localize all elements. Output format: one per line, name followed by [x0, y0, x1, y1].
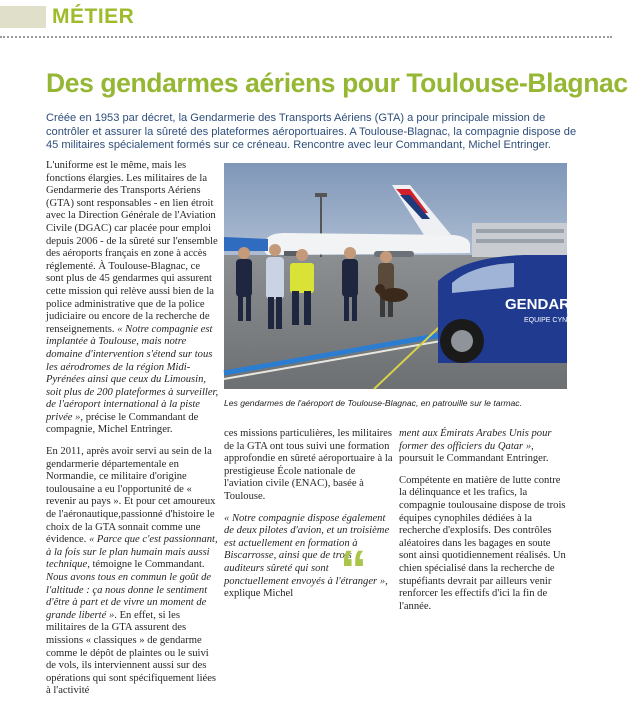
text-column-1: [46, 160, 220, 707]
paragraph: [46, 446, 220, 698]
paragraph: [224, 513, 394, 601]
section-label: MÉTIER: [52, 5, 135, 28]
paragraph-text: , poursuit le Commandant Entringer.: [399, 440, 549, 465]
text-column-2: [224, 428, 394, 610]
section-header-bar: [0, 6, 46, 28]
paragraph-text: , explique Michel: [224, 575, 388, 600]
section-header: [0, 0, 612, 36]
paragraph: ces missions particulières, les militaires de la GTA ont tous suivi une formation approfondie en sûreté aéroportuaire à la prestigieuse École nationale de l'aviation civile (ENAC), basée à Toulouse.: [224, 428, 393, 502]
paragraph: [46, 160, 220, 437]
article-title: Des gendarmes aériens pour Toulouse-Blagnac: [46, 68, 628, 98]
van-lettering: GENDARM: [505, 296, 583, 313]
quote-text: Nous avons tous en commun le goût de l'altitude : ça nous donne le sentiment d'être à part et de vivre un moment de grande liberté »: [46, 572, 212, 621]
paragraph-text: . En effet, si les militaires de la GTA assurent des missions « classiques » de gendarme comme le dépôt de plaintes ou le suivi de vols, ils interviennent aussi sur des opérations qui sont spécifiquement liées à l'activité: [46, 609, 217, 697]
paragraph: [399, 428, 569, 466]
article-lead: Créée en 1953 par décret, la Gendarmerie des Transports Aériens (GTA) a pour principale mission de contrôler et assurer la sûreté des plateformes aéroportuaires. A Toulouse-Blagnac, la compagnie dispose de 45 militaires spécialement formés sur ce créneau. Rencontre avec leur Commandant, Michel Entringer.: [46, 112, 577, 152]
text-column-3: [399, 428, 569, 622]
van-sub-lettering: EQUIPE CYNOP: [524, 317, 578, 324]
paragraph-text: , témoigne le Commandant.: [87, 559, 205, 571]
tarmac-photo-illustration: [224, 163, 583, 389]
dotted-divider: [0, 36, 612, 38]
quote-mark-icon: “: [340, 540, 367, 600]
quote-text: « Notre compagnie dispose également de deux pilotes d'avion, et un troisième est actuellement en formation à Biscarrosse, ainsi que de trois auditeurs sûreté qui sont ponctuellement envoyés à l'étranger »: [224, 512, 390, 587]
paragraph-text: L'uniforme est le même, mais les fonctions élargies. Les militaires de la Gendarmerie des Transports Aériens (GTA) sont responsables - en lien étroit avec la Direction Générale de l'Aviation Civile (DGAC) car placée pour emploi depuis 2006 - de la sûreté sur l'ensemble des aéroports français en zone à accès réglementé. À Toulouse-Blagnac, ce sont plus de 45 gendarmes qui assurent cette mission qui relève aussi bien de la police administrative que de la police judiciaire ou encore de la recherche de renseignements.: [46, 160, 218, 335]
photo-caption: Les gendarmes de l'aéroport de Toulouse-Blagnac, en patrouille sur le tarmac.: [224, 398, 522, 408]
quote-text: « Notre compagnie est implantée à Toulouse, mais notre domaine d'intervention s'étend sur tous les aérodromes de la région Midi-Pyrénées ainsi que ceux du Limousin, soit plus de 200 plateformes à surveiller, de l'aéroport international à la piste privée »: [46, 323, 219, 423]
quote-text: « Parce que c'est passionnant, à la fois sur le plan humain mais aussi technique: [46, 534, 218, 571]
paragraph: Compétente en matière de lutte contre la délinquance et les trafics, la compagnie toulousaine dispose de trois équipes cynophiles dédiées à la recherche d'explosifs. Des contrôles aléatoires dans les bagages en soute sont ainsi quotidiennement réalisés. Un chien spécialisé dans la recherche de stupéfiants devrait par ailleurs venir renforcer les effectifs d'ici la fin de l'année.: [399, 474, 566, 612]
paragraph-text: En 2011, après avoir servi au sein de la gendarmerie départementale en Normandie, ce militaire d'origine toulousaine a eu l'opportunité de « revenir au pays ». Et pour cet amoureux de l'aéronautique,passionné d'histoire le choix de la GTA sonnait comme une évidence.: [46, 446, 216, 546]
quote-text: ment aux Émirats Arabes Unis pour former des officiers du Qatar »: [399, 428, 552, 452]
paragraph-text: , précise le Commandant de compagnie, Michel Entringer.: [46, 411, 199, 436]
article-photo: [224, 163, 583, 389]
